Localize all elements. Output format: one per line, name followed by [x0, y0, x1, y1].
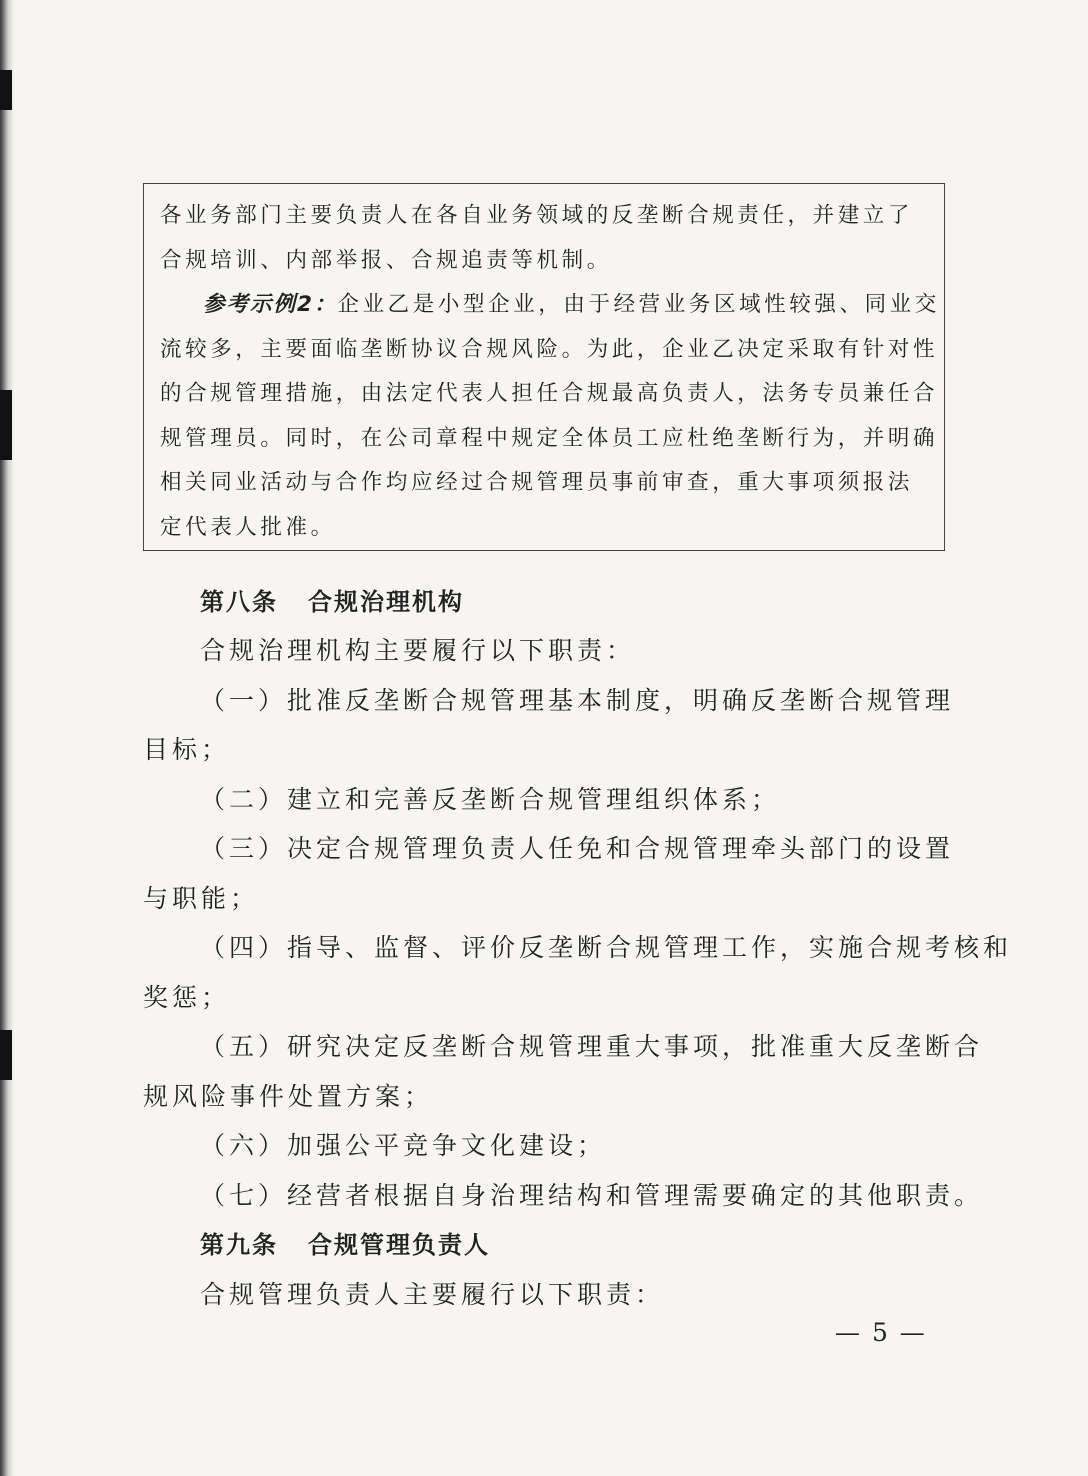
article-9-title: 合规管理负责人: [308, 1231, 490, 1259]
box-line: 定代表人批准。: [160, 514, 336, 540]
article-8-item: （四）指导、监督、评价反垄断合规管理工作，实施合规考核和: [200, 933, 1013, 962]
scan-edge-mark: [0, 70, 12, 110]
article-9-heading: [200, 1225, 490, 1260]
article-8-item-cont: 奖惩；: [143, 983, 231, 1012]
box-line: 合规培训、内部举报、合规追责等机制。: [160, 247, 612, 273]
page-number: — 5 —: [835, 1318, 927, 1347]
example-2-lead: 参考示例2：: [203, 292, 338, 317]
box-line: 的合规管理措施，由法定代表人担任合规最高负责人，法务专员兼任合: [160, 381, 939, 406]
article-8-item-cont: 与职能；: [143, 884, 260, 913]
article-8-item: （五）研究决定反垄断合规管理重大事项，批准重大反垄断合: [200, 1032, 984, 1061]
article-8-item-cont: 目标；: [143, 735, 231, 764]
article-8-title: 合规治理机构: [308, 588, 464, 616]
scan-edge-mark: [0, 1030, 12, 1080]
article-8-item-cont: 规风险事件处置方案；: [143, 1082, 434, 1111]
article-8-item: （七）经营者根据自身治理结构和管理需要确定的其他职责。: [200, 1181, 984, 1210]
scan-edge: [0, 0, 14, 1476]
article-8-intro: 合规治理机构主要履行以下职责：: [200, 636, 636, 665]
box-line: 规管理员。同时，在公司章程中规定全体员工应杜绝垄断行为，并明确: [160, 425, 939, 451]
article-9-intro: 合规管理负责人主要履行以下职责：: [200, 1280, 665, 1309]
example-2-text: 企业乙是小型企业，由于经营业务区域性较强、同业交: [337, 292, 940, 317]
article-8-item: （二）建立和完善反垄断合规管理组织体系；: [200, 785, 781, 814]
article-8-heading: [200, 582, 464, 617]
box-line: 各业务部门主要负责人在各自业务领域的反垄断合规责任，并建立了: [160, 203, 914, 228]
example-2-first-line: [160, 283, 940, 328]
box-line: 流较多，主要面临垄断协议合规风险。为此，企业乙决定采取有针对性: [160, 336, 939, 362]
article-8-item: （六）加强公平竞争文化建设；: [200, 1131, 607, 1160]
box-line: 相关同业活动与合作均应经过合规管理员事前审查，重大事项须报法: [160, 470, 914, 495]
scan-edge-mark: [0, 390, 12, 460]
article-8-item: （一）批准反垄断合规管理基本制度，明确反垄断合规管理: [200, 686, 955, 715]
article-8-number: 第八条: [200, 588, 278, 616]
article-8-item: （三）决定合规管理负责人任免和合规管理牵头部门的设置: [200, 834, 955, 863]
example-box: [143, 183, 945, 551]
article-9-number: 第九条: [200, 1231, 278, 1259]
